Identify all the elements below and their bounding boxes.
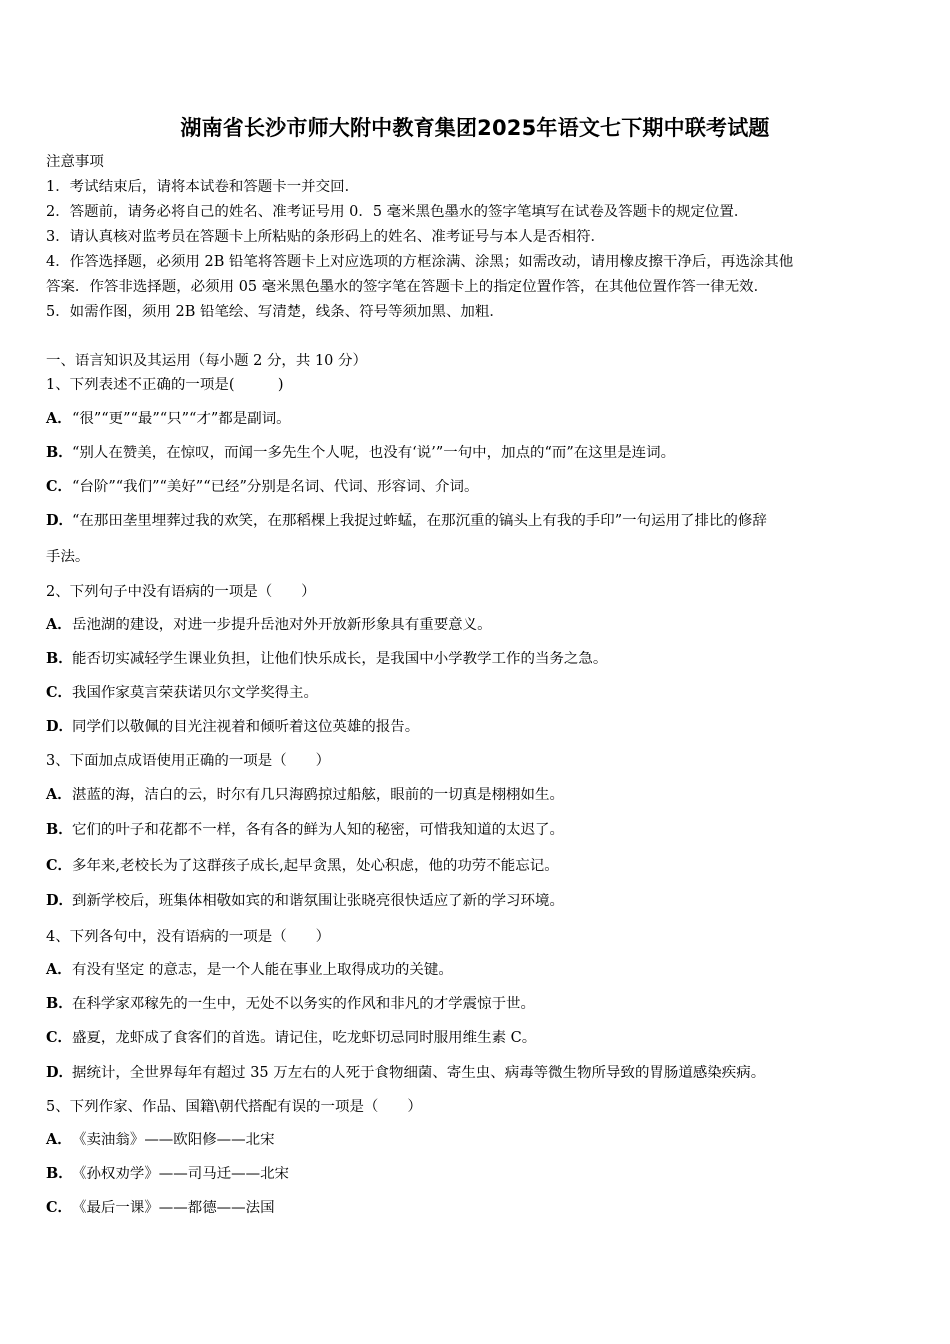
option-text: 多年来,老校长为了这群孩子成长,起早贪黑，处心积虑，他的功劳不能忘记。 [72, 858, 559, 874]
option-d [46, 1063, 906, 1083]
notice-item: 1．考试结束后，请将本试卷和答题卡一并交回． [46, 179, 360, 195]
option-b [46, 1164, 906, 1184]
question-stem: 5、下列作家、作品、国籍\朝代搭配有误的一项是（ ） [46, 1099, 422, 1115]
option-a [46, 615, 906, 635]
option-text: 在科学家邓稼先的一生中，无处不以务实的作风和非凡的才学震惊于世。 [72, 996, 535, 1012]
option-d [46, 511, 906, 531]
option-label: A． [46, 786, 72, 803]
question-stem: 3、下面加点成语使用正确的一项是（ ） [46, 753, 331, 769]
notice-heading: 注意事项 [46, 154, 104, 170]
option-text: 到新学校后，班集体相敬如宾的和谐氛围让张晓亮很快适应了新的学习环境。 [72, 893, 564, 909]
option-text: 《最后一课》——都德——法国 [72, 1200, 275, 1216]
option-text: 有没有坚定 的意志，是一个人能在事业上取得成功的关键。 [72, 962, 453, 978]
option-b [46, 443, 906, 463]
section-heading: 一、语言知识及其运用（每小题 2 分，共 10 分） [46, 353, 367, 369]
option-a [46, 960, 906, 980]
option-text: 我国作家莫言荣获诺贝尔文学奖得主。 [72, 685, 318, 701]
option-c [46, 683, 906, 703]
option-label: B． [46, 995, 73, 1012]
option-text: 《孙权劝学》——司马迁——北宋 [72, 1166, 290, 1182]
option-text: “别人在赞美，在惊叹，而闻一多先生个人呢，也没有‘说’”一句中，加点的“而”在这里是连词。 [72, 445, 676, 461]
option-text: 能否切实减轻学生课业负担，让他们快乐成长，是我国中小学教学工作的当务之急。 [72, 651, 608, 667]
notice-item: 答案．作答非选择题，必须用 05 毫米黑色墨水的签字笔在答题卡上的指定位置作答，在其他位置作答一律无效． [46, 279, 769, 295]
option-text: 同学们以敬佩的目光注视着和倾听着这位英雄的报告。 [72, 719, 420, 735]
option-label: B． [46, 821, 73, 838]
option-label: A． [46, 616, 72, 633]
question-stem: 4、下列各句中，没有语病的一项是（ ） [46, 929, 331, 945]
option-label: A． [46, 961, 72, 978]
option-c [46, 1198, 906, 1218]
option-label: C． [46, 1029, 72, 1046]
option-text: 据统计，全世界每年有超过 35 万左右的人死于食物细菌、寄生虫、病毒等微生物所导致的胃肠道感染疾病。 [72, 1065, 766, 1081]
option-c [46, 856, 906, 876]
notice-item: 3．请认真核对监考员在答题卡上所粘贴的条形码上的姓名、准考证号与本人是否相符． [46, 229, 606, 245]
option-label: D． [46, 512, 74, 529]
option-label: D． [46, 718, 74, 735]
option-label: B． [46, 1165, 73, 1182]
option-label: C． [46, 1199, 72, 1216]
notice-item: 5．如需作图，须用 2B 铅笔绘、写清楚，线条、符号等须加黑、加粗． [46, 304, 504, 320]
option-text: 岳池湖的建设，对进一步提升岳池对外开放新形象具有重要意义。 [72, 617, 492, 633]
notice-item: 4．作答选择题，必须用 2B 铅笔将答题卡上对应选项的方框涂满、涂黑；如需改动，请用橡皮擦干净后，再选涂其他 [46, 254, 794, 270]
option-text: “台阶”“我们”“美好”“已经”分别是名词、代词、形容词、介词。 [72, 479, 479, 495]
option-label: A． [46, 410, 72, 427]
option-a [46, 785, 906, 805]
question-stem: 1、下列表述不正确的一项是( ) [46, 377, 284, 393]
option-text: 它们的叶子和花都不一样，各有各的鲜为人知的秘密，可惜我知道的太迟了。 [72, 822, 564, 838]
option-text: 盛夏，龙虾成了食客们的首选。请记住，吃龙虾切忌同时服用维生素 C。 [72, 1030, 537, 1046]
option-b [46, 649, 906, 669]
option-label: B． [46, 650, 73, 667]
question-stem: 2、下列句子中没有语病的一项是（ ） [46, 584, 316, 600]
option-text: 《卖油翁》——欧阳修——北宋 [72, 1132, 275, 1148]
option-text: 湛蓝的海，洁白的云，时尔有几只海鸥掠过船舷，眼前的一切真是栩栩如生。 [72, 787, 564, 803]
page-title: 湖南省长沙市师大附中教育集团2025年语文七下期中联考试题 [180, 116, 770, 140]
notice-item: 2．答题前，请务必将自己的姓名、准考证号用 0．5 毫米黑色墨水的签字笔填写在试卷及答题卡的规定位置． [46, 204, 749, 220]
option-c [46, 1028, 906, 1048]
option-label: A． [46, 1131, 72, 1148]
option-a [46, 409, 906, 429]
option-d [46, 717, 906, 737]
option-label: C． [46, 478, 72, 495]
option-d [46, 891, 906, 911]
option-label: C． [46, 684, 72, 701]
option-b [46, 994, 906, 1014]
option-text: “很”“更”“最”“只”“才”都是副词。 [72, 411, 291, 427]
option-label: C． [46, 857, 72, 874]
option-d-continued: 手法。 [46, 549, 90, 565]
option-text: “在那田垄里埋葬过我的欢笑，在那稻棵上我捉过蚱蜢，在那沉重的镐头上有我的手印”一句运用了排比的修辞 [72, 513, 767, 529]
option-label: B． [46, 444, 73, 461]
option-label: D． [46, 892, 74, 909]
option-a [46, 1130, 906, 1150]
option-label: D． [46, 1064, 74, 1081]
option-c [46, 477, 906, 497]
option-b [46, 820, 906, 840]
